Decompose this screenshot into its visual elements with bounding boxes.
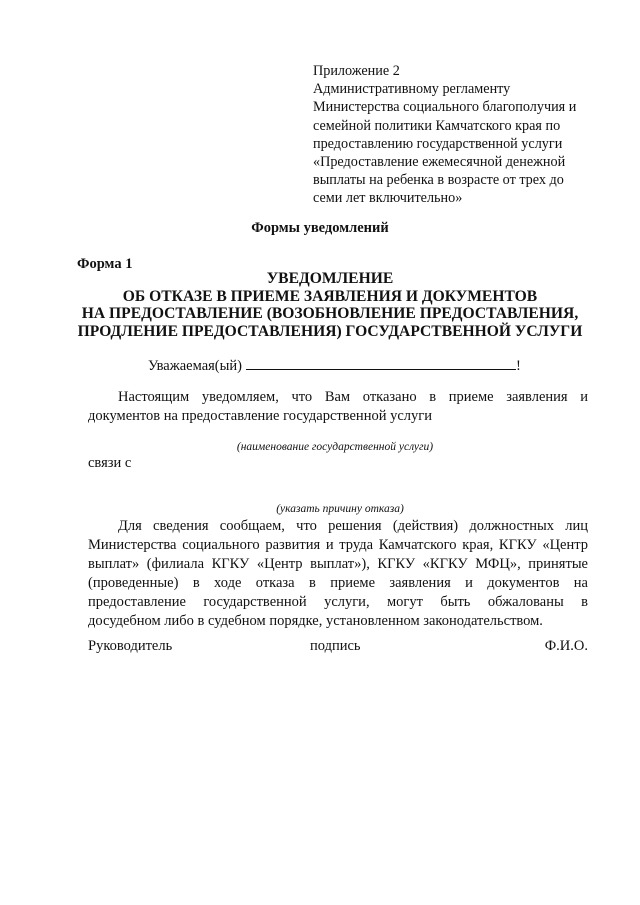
greeting-prefix: Уважаемая(ый) [148, 358, 242, 374]
annex-line: Приложение 2 [313, 63, 400, 79]
paragraph-line: Министерства социального развития и труда Камчатского края, КГКУ «Центр [88, 537, 588, 553]
notice-title-line: НА ПРЕДОСТАВЛЕНИЕ (ВОЗОБНОВЛЕНИЕ ПРЕДОСТАВЛЕНИЯ, [81, 305, 579, 322]
notice-title-line: ОБ ОТКАЗЕ В ПРИЕМЕ ЗАЯВЛЕНИЯ И ДОКУМЕНТОВ [122, 287, 538, 305]
annex-line: семейной политики Камчатского края по [313, 117, 561, 134]
paragraph-line: выплат» (филиала КГКУ «Центр выплат»), КГКУ «КГКУ МФЦ», принятые [88, 556, 588, 572]
annex-line: Административному регламенту [313, 81, 511, 98]
annex-header [313, 62, 603, 208]
annex-line: выплаты на ребенка в возрасте от трех до [313, 172, 564, 189]
annex-line: семи лет включительно» [313, 190, 463, 207]
hint-reason: (указать причину отказа) [276, 503, 404, 515]
hint-service-name: (наименование государственной услуги) [236, 441, 434, 453]
recipient-name-blank[interactable] [246, 355, 516, 370]
annex-line: предоставлению государственной услуги [313, 135, 563, 152]
signature-role: Руководитель [88, 638, 173, 654]
paragraph-notice [88, 388, 588, 426]
form-label: Форма 1 [77, 256, 133, 272]
annex-line: «Предоставление ежемесячной денежной [313, 154, 566, 171]
notice-title [60, 270, 600, 340]
paragraph-line: документов на предоставление государственной услуги [88, 408, 432, 424]
greeting [148, 355, 521, 375]
paragraph-appeal [88, 517, 588, 631]
paragraph-line: Настоящим уведомляем, что Вам отказано в приеме заявления и [118, 389, 588, 405]
notice-title-line: УВЕДОМЛЕНИЕ [266, 270, 394, 287]
in-connection-text: связи с [88, 455, 132, 471]
paragraph-line: Для сведения сообщаем, что решения (действия) должностных лиц [118, 518, 588, 534]
signature-name: Ф.И.О. [544, 638, 588, 654]
notice-title-line: ПРОДЛЕНИЕ ПРЕДОСТАВЛЕНИЯ) ГОСУДАРСТВЕННОЙ УСЛУГИ [77, 322, 583, 340]
paragraph-line: (проведенные) в ходе отказа в приеме заявления и документов на [88, 575, 588, 591]
forms-title: Формы уведомлений [251, 220, 389, 236]
annex-line: Министерства социального благополучия и [313, 99, 577, 116]
paragraph-line: досудебном либо в судебном порядке, установленном законодательством. [88, 613, 543, 629]
signature-sign: подпись [310, 638, 361, 654]
paragraph-line: предоставление государственной услуги, могут быть обжалованы в [88, 594, 588, 610]
greeting-suffix: ! [515, 358, 521, 374]
